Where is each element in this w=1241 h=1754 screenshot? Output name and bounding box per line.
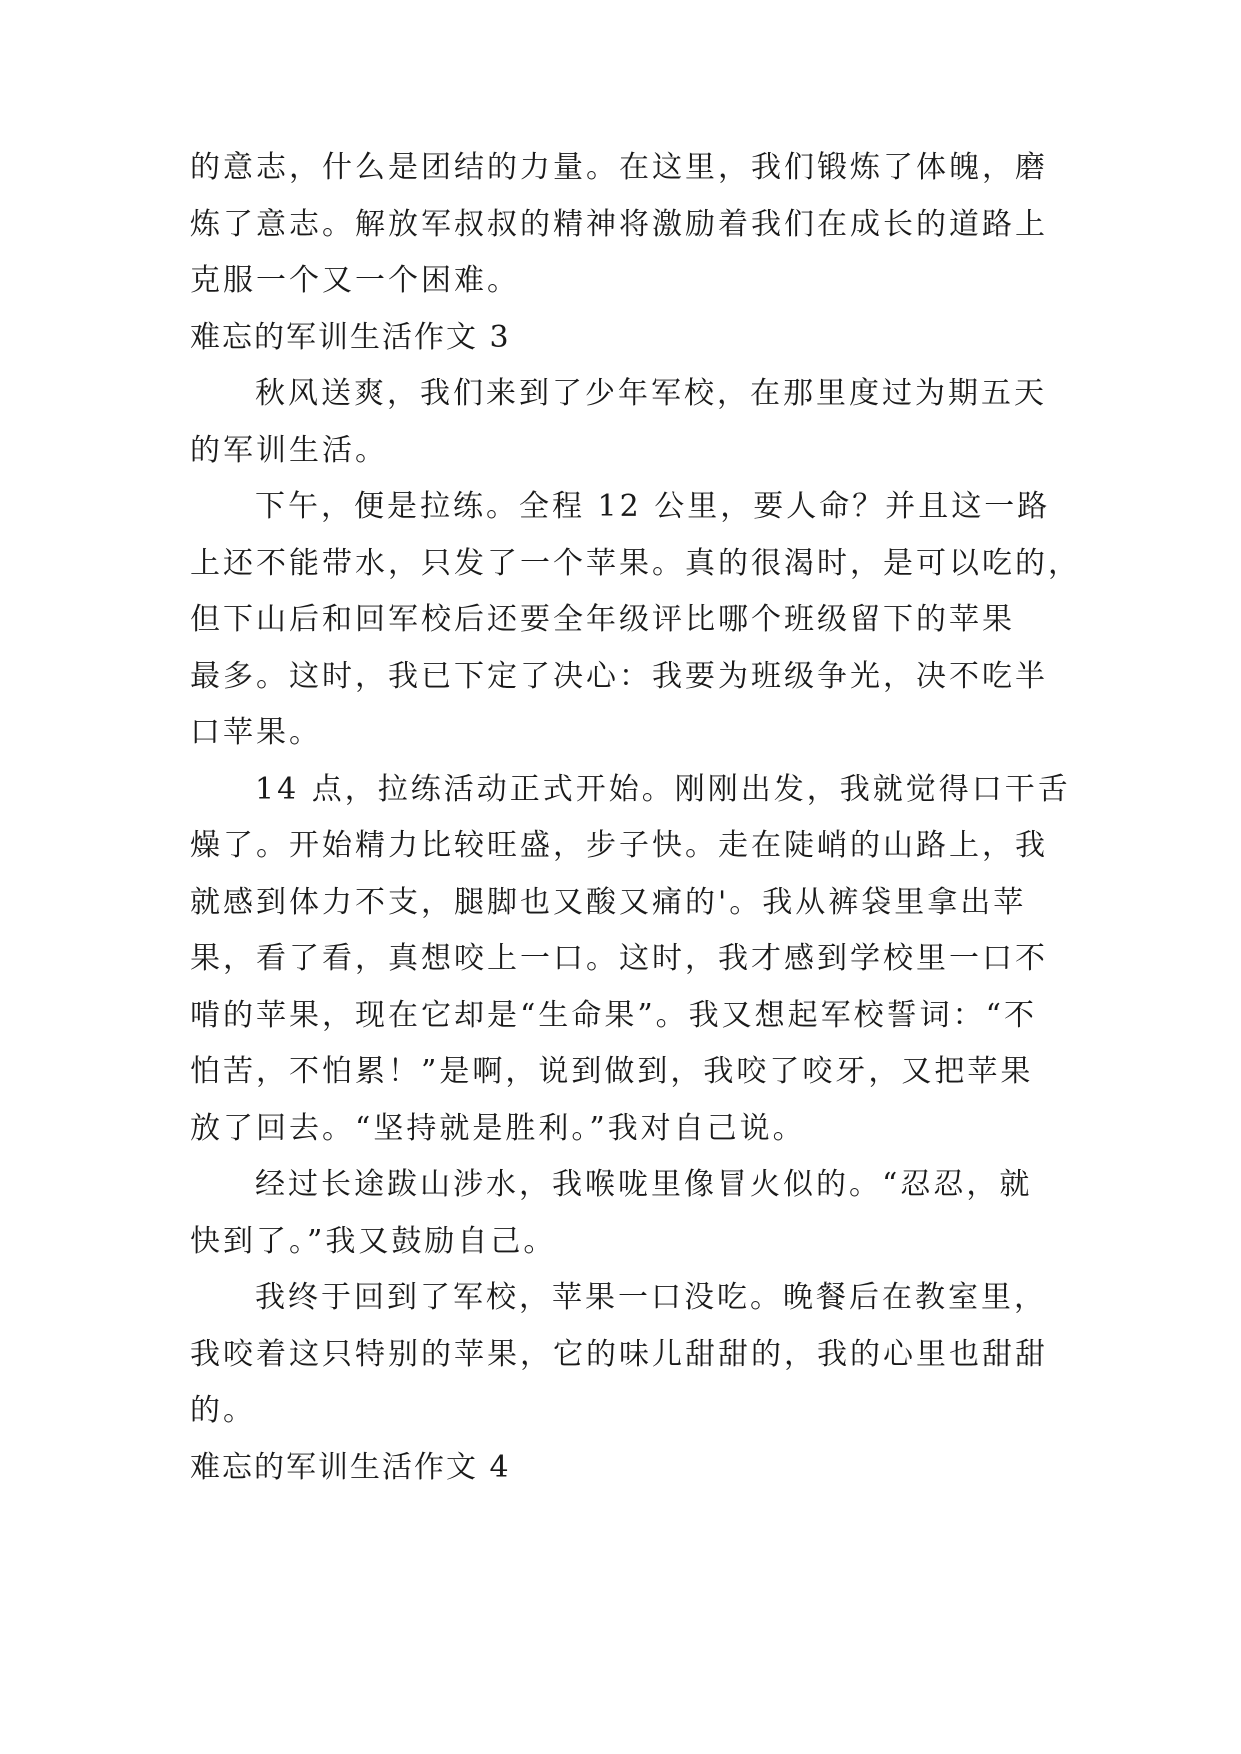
paragraph-line: 我终于回到了军校，苹果一口没吃。晚餐后在教室里， <box>255 1280 1047 1315</box>
paragraph-line: 上还不能带水，只发了一个苹果。真的很渴时，是可以吃的， <box>190 546 1081 581</box>
section-heading: 难忘的军训生活作文 4 <box>190 1450 511 1485</box>
paragraph-line: 14 点，拉练活动正式开始。刚刚出发，我就觉得口干舌 <box>255 772 1071 807</box>
paragraph-line: 下午，便是拉练。全程 12 公里，要人命？并且这一路 <box>255 489 1051 524</box>
paragraph-line: 最多。这时，我已下定了决心：我要为班级争光，决不吃半 <box>190 659 1048 694</box>
paragraph-line: 燥了。开始精力比较旺盛，步子快。走在陡峭的山路上，我 <box>190 828 1048 863</box>
paragraph-line: 的。 <box>190 1393 256 1428</box>
paragraph-line: 的军训生活。 <box>190 433 388 468</box>
paragraph-line: 克服一个又一个困难。 <box>190 263 520 298</box>
paragraph-line: 炼了意志。解放军叔叔的精神将激励着我们在成长的道路上 <box>190 207 1048 242</box>
paragraph-line: 秋风送爽，我们来到了少年军校，在那里度过为期五天 <box>255 376 1047 411</box>
paragraph-line: 口苹果。 <box>190 715 322 750</box>
section-heading: 难忘的军训生活作文 3 <box>190 320 511 355</box>
paragraph-line: 放了回去。“坚持就是胜利。”我对自己说。 <box>190 1111 806 1146</box>
paragraph-line: 就感到体力不支，腿脚也又酸又痛的'。我从裤袋里拿出苹 <box>190 885 1027 920</box>
paragraph-line: 的意志，什么是团结的力量。在这里，我们锻炼了体魄，磨 <box>190 150 1048 185</box>
paragraph-line: 我咬着这只特别的苹果，它的味儿甜甜的，我的心里也甜甜 <box>190 1337 1048 1372</box>
paragraph-line: 但下山后和回军校后还要全年级评比哪个班级留下的苹果 <box>190 602 1015 637</box>
paragraph-line: 果，看了看，真想咬上一口。这时，我才感到学校里一口不 <box>190 941 1048 976</box>
paragraph-line: 快到了。”我又鼓励自己。 <box>190 1224 557 1259</box>
paragraph-line: 啃的苹果，现在它却是“生命果”。我又想起军校誓词：“不 <box>190 998 1038 1033</box>
paragraph-line: 经过长途跋山涉水，我喉咙里像冒火似的。“忍忍，就 <box>255 1167 1033 1202</box>
paragraph-line: 怕苦，不怕累！”是啊，说到做到，我咬了咬牙，又把苹果 <box>190 1054 1034 1089</box>
